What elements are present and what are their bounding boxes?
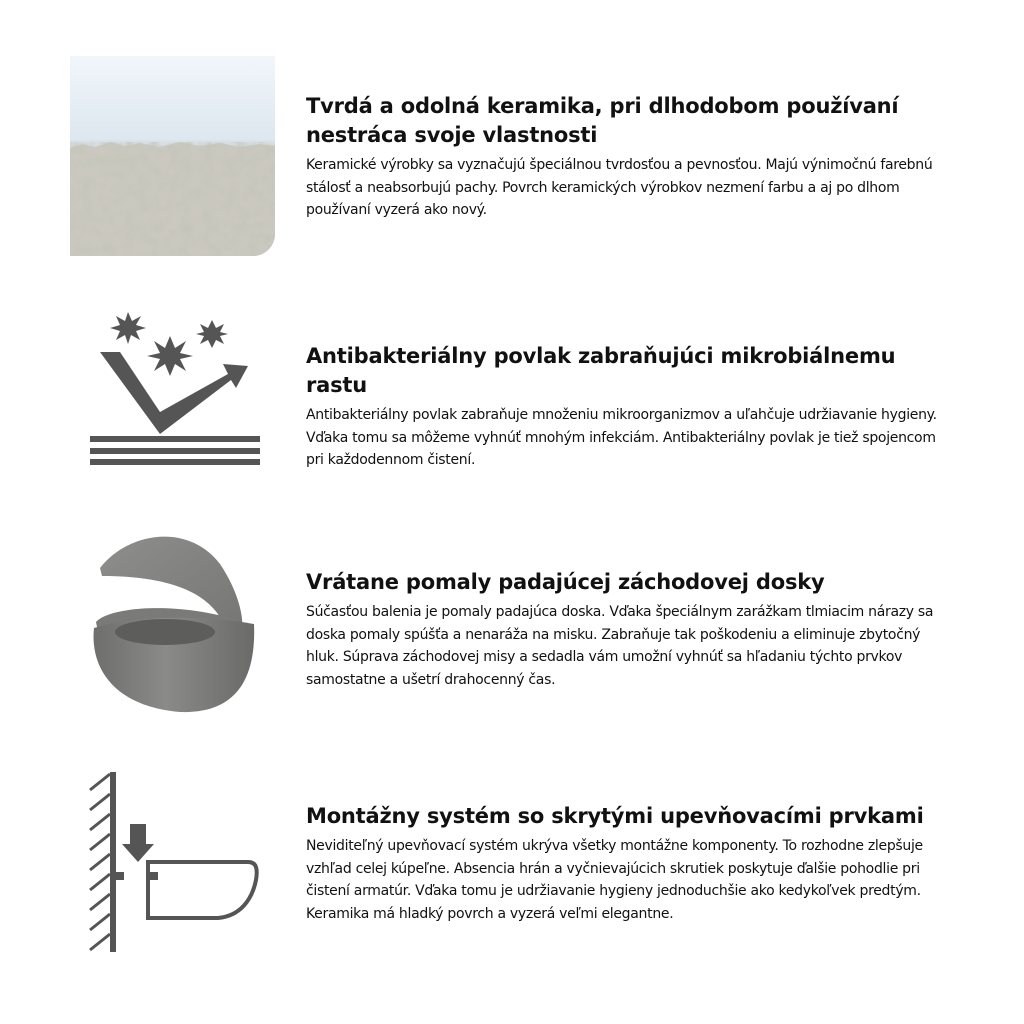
feature-description: Antibakteriálny povlak zabraňuje množeniu mikroorganizmov a uľahčuje udržiavanie hygieny. Vďaka tomu sa môžeme vyhnúť mnohým infekciám. Antibakteriálny povlak je tiež spojencom pri každodennom čistení.: [306, 407, 937, 468]
feature-title: Montážny systém so skrytými upevňovacími prvkami: [306, 804, 924, 828]
feature-soft-close-seat-text: [306, 568, 946, 691]
toilet-image: [70, 524, 275, 724]
feature-title: Vrátane pomaly padajúcej záchodovej dosky: [306, 570, 825, 594]
feature-description: Neviditeľný upevňovací systém ukrýva všetky montážne komponenty. To rozhodne zlepšuje vzhľad celej kúpeľne. Absencia hrán a vyčnievajúcich skrutiek poskytuje ďalšie pohodlie pri čistení armatúr. Vďaka tomu je udržiavanie hygieny jednoduchšie ako kedykoľvek predtým. Keramika má hladký povrch a vyzerá veľmi elegantne.: [306, 838, 923, 922]
feature-hidden-mounting-text: [306, 802, 946, 925]
feature-title: Tvrdá a odolná keramika, pri dlhodobom používaní nestráca svoje vlastnosti: [306, 94, 899, 147]
feature-ceramic-text: [306, 92, 946, 222]
microbe-star-icon: [196, 320, 228, 348]
wall-mount-icon: [70, 768, 275, 968]
antibacterial-icon: [70, 300, 275, 500]
microbe-star-icon: [110, 312, 146, 344]
feature-title: Antibakteriálny povlak zabraňujúci mikrobiálnemu rastu: [306, 344, 896, 397]
microbe-star-icon: [147, 336, 193, 376]
ceramic-texture-image: [70, 56, 275, 256]
feature-antibacterial-text: [306, 342, 946, 472]
feature-description: Súčasťou balenia je pomaly padajúca doska. Vďaka špeciálnym zarážkam tlmiacim nárazy sa doska pomaly spúšťa a nenaráža na misku. Zabraňuje tak poškodeniu a eliminuje zbytočný hluk. Súprava záchodovej misy a sedadla vám umožní vyhnúť sa hľadaniu týchto prvkov samostatne a ušetrí drahocenný čas.: [306, 604, 934, 688]
feature-description: Keramické výrobky sa vyznačujú špeciálnou tvrdosťou a pevnosťou. Majú výnimočnú farebnú stálosť a neabsorbujú pachy. Povrch keramických výrobkov nezmení farbu a aj po dlhom používaní vyzerá ako nový.: [306, 157, 933, 218]
